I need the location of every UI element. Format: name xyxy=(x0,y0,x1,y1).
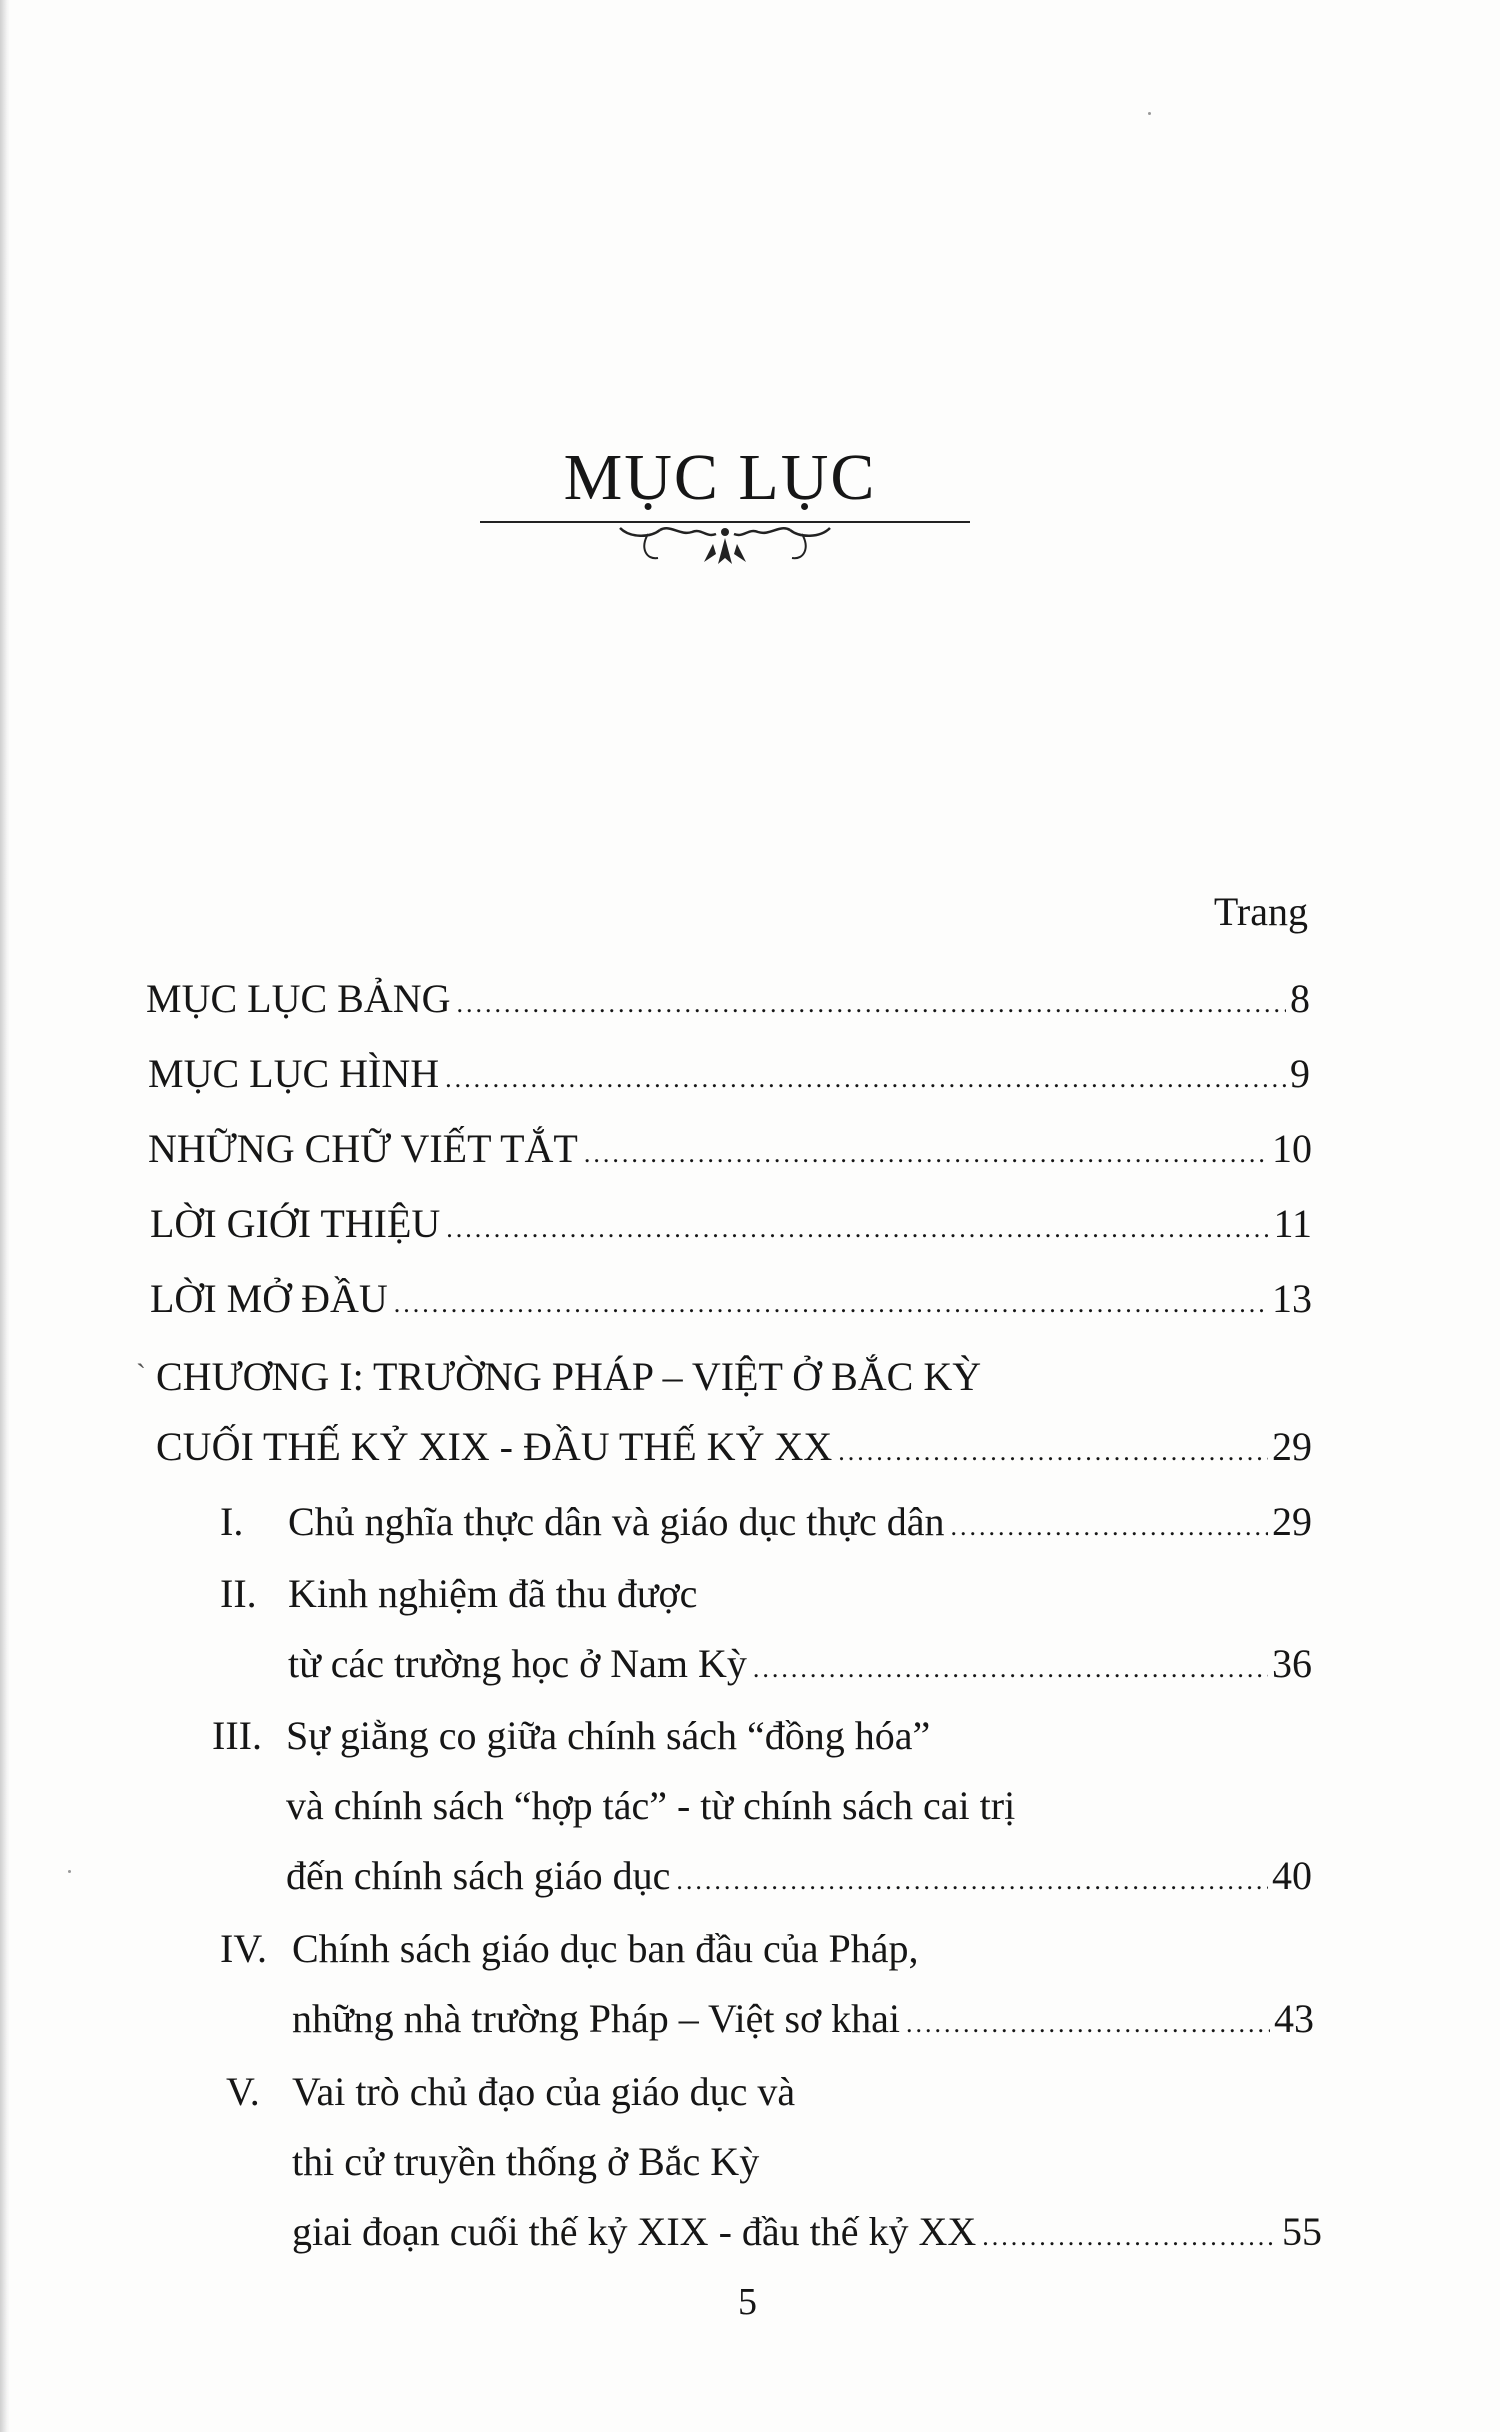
chapter-entry[interactable] xyxy=(156,1423,1312,1470)
section-entry[interactable] xyxy=(288,1640,1312,1687)
toc-entry-label: MỤC LỤC HÌNH xyxy=(148,1051,440,1096)
toc-entry-page: 8 xyxy=(1290,976,1310,1021)
toc-entry[interactable] xyxy=(150,1275,1312,1322)
section-page: 40 xyxy=(1272,1853,1312,1898)
section-numeral: V. xyxy=(226,2069,260,2114)
section-numeral: III. xyxy=(212,1713,262,1758)
dot-leader xyxy=(906,2009,1270,2039)
section-title-line[interactable]: Vai trò chủ đạo của giáo dục và xyxy=(292,2069,796,2114)
section-entry[interactable] xyxy=(292,2208,1322,2255)
toc-entry[interactable] xyxy=(146,975,1310,1022)
section-title-line: đến chính sách giáo dục xyxy=(286,1853,671,1898)
toc-entry-label: LỜI MỞ ĐẦU xyxy=(150,1276,388,1321)
section-title-line: giai đoạn cuối thế kỷ XIX - đầu thế kỷ XX xyxy=(292,2209,977,2254)
chapter-title-line1[interactable]: CHƯƠNG I: TRƯỜNG PHÁP – VIỆT Ở BẮC KỲ xyxy=(156,1354,982,1399)
section-title-line[interactable]: thi cử truyền thống ở Bắc Kỳ xyxy=(292,2139,760,2184)
toc-entry-label: NHỮNG CHỮ VIẾT TẮT xyxy=(148,1126,578,1171)
title-ornament xyxy=(480,508,970,580)
section-page: 43 xyxy=(1274,1996,1314,2041)
dot-leader xyxy=(838,1437,1268,1467)
toc-entry-label: LỜI GIỚI THIỆU xyxy=(150,1201,441,1246)
toc-entry-page: 11 xyxy=(1273,1201,1312,1246)
section-page: 55 xyxy=(1282,2209,1322,2254)
toc-entry-label: MỤC LỤC BẢNG xyxy=(146,976,451,1021)
dot-leader xyxy=(456,989,1286,1019)
section-page: 36 xyxy=(1272,1641,1312,1686)
toc-entry[interactable] xyxy=(148,1125,1312,1172)
chapter-title-line2: CUỐI THẾ KỶ XIX - ĐẦU THẾ KỶ XX xyxy=(156,1424,833,1469)
page-edge-shadow xyxy=(0,0,10,2432)
section-entry[interactable] xyxy=(286,1852,1312,1899)
toc-entry[interactable] xyxy=(148,1050,1310,1097)
section-title-line[interactable]: và chính sách “hợp tác” - từ chính sách cai trị xyxy=(286,1783,1016,1828)
section-page: 29 xyxy=(1272,1499,1312,1544)
page-column-label: Trang xyxy=(1213,889,1308,934)
dot-leader xyxy=(951,1512,1268,1542)
dot-leader xyxy=(753,1654,1268,1684)
toc-entry-page: 13 xyxy=(1272,1276,1312,1321)
section-entry[interactable] xyxy=(288,1498,1312,1545)
dot-leader xyxy=(394,1289,1268,1319)
section-title-line: từ các trường học ở Nam Kỳ xyxy=(288,1641,747,1686)
section-numeral: II. xyxy=(220,1571,257,1616)
section-title-line[interactable]: Chính sách giáo dục ban đầu của Pháp, xyxy=(292,1926,919,1971)
section-title-line[interactable]: Sự giằng co giữa chính sách “đồng hóa” xyxy=(286,1713,931,1758)
paper-speck xyxy=(68,1870,71,1873)
stray-mark: ` xyxy=(136,1358,146,1391)
toc-entry[interactable] xyxy=(150,1200,1312,1247)
dot-leader xyxy=(446,1214,1269,1244)
paper-speck xyxy=(1148,112,1151,115)
section-numeral: IV. xyxy=(220,1926,268,1971)
section-entry[interactable] xyxy=(292,1995,1314,2042)
section-title-line: Chủ nghĩa thực dân và giáo dục thực dân xyxy=(288,1499,945,1544)
chapter-page: 29 xyxy=(1272,1424,1312,1469)
section-title-line[interactable]: Kinh nghiệm đã thu được xyxy=(288,1571,698,1616)
dot-leader xyxy=(676,1866,1268,1896)
dot-leader xyxy=(982,2222,1278,2252)
dot-leader xyxy=(445,1064,1286,1094)
page-number: 5 xyxy=(738,2281,757,2323)
dot-leader xyxy=(584,1139,1268,1169)
toc-entry-page: 10 xyxy=(1272,1126,1312,1171)
section-title-line: những nhà trường Pháp – Việt sơ khai xyxy=(292,1996,901,2041)
page-title: MỤC LỤC xyxy=(563,441,877,514)
section-numeral: I. xyxy=(220,1499,244,1544)
toc-entry-page: 9 xyxy=(1290,1051,1310,1096)
